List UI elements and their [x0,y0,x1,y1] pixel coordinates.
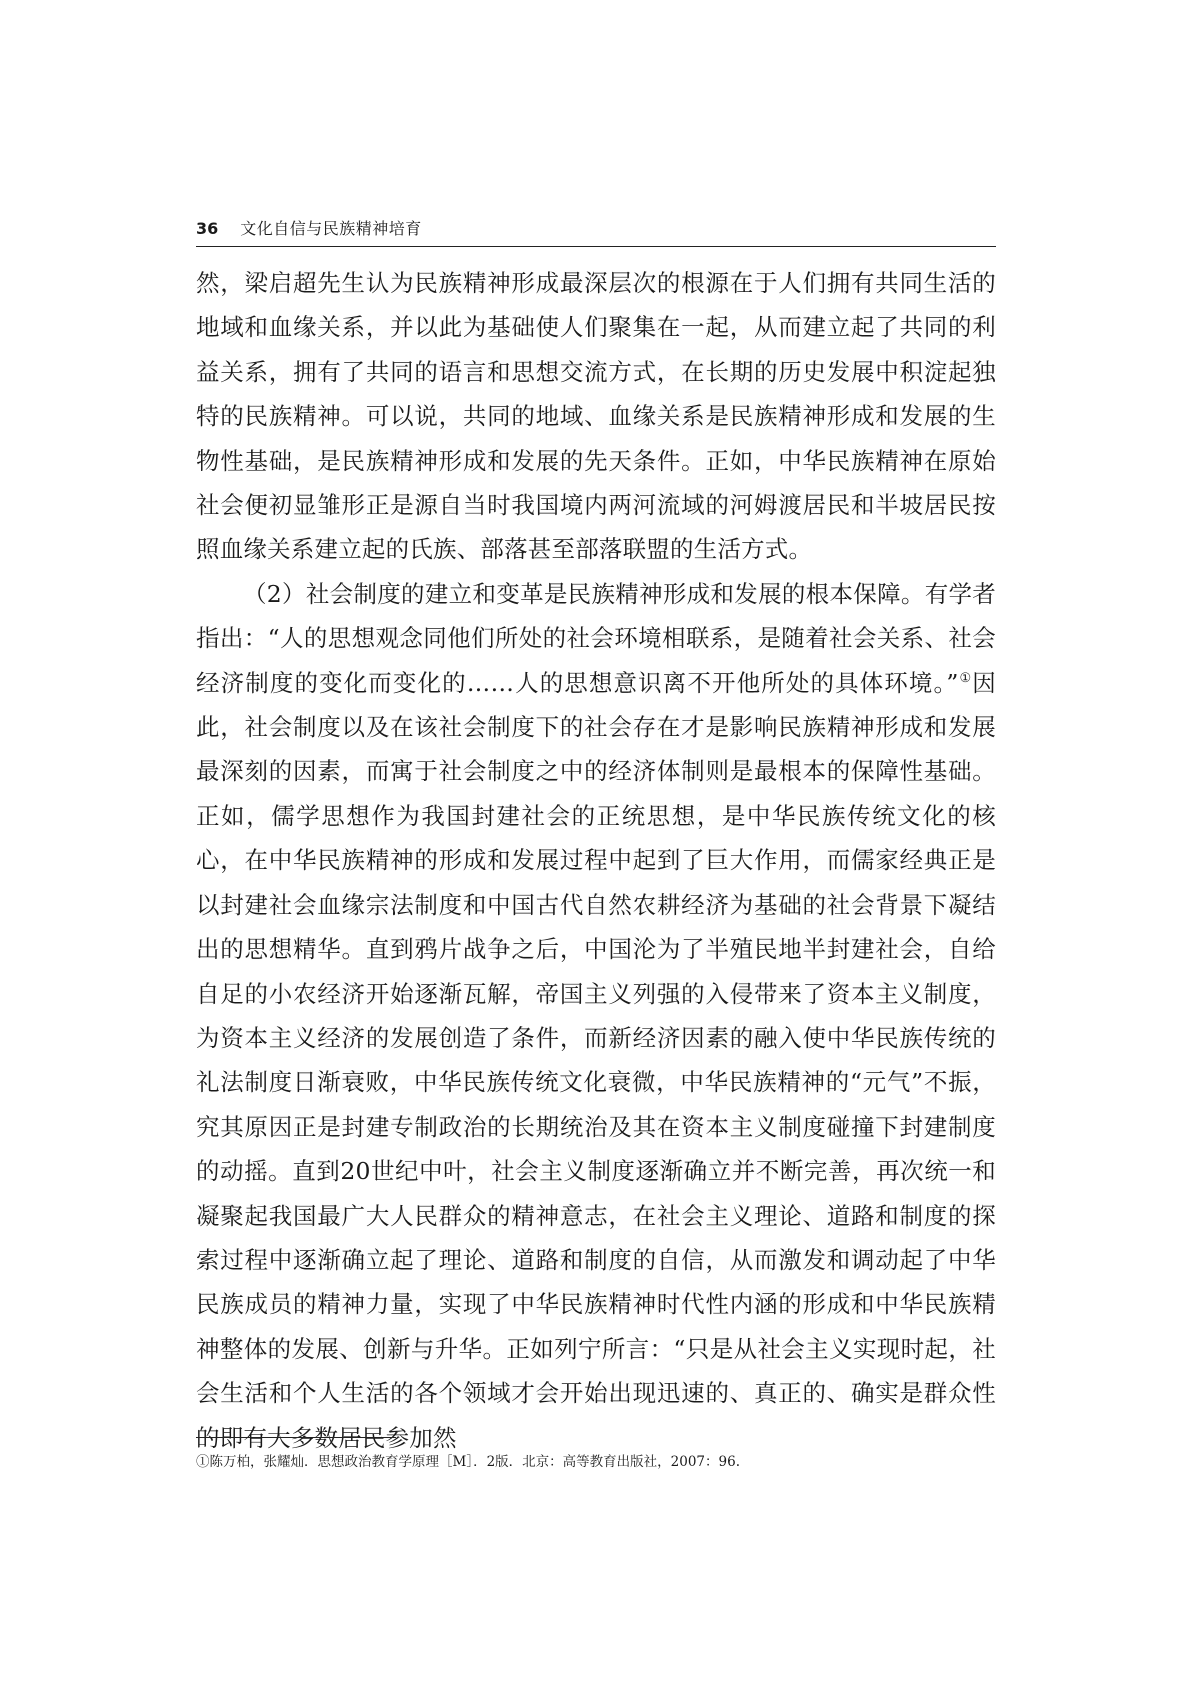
footnote-divider [196,1437,396,1438]
book-title: 文化自信与民族精神培育 [240,219,422,238]
footnote: ①陈万柏，张耀灿．思想政治教育学原理［M］．2版．北京：高等教育出版社，2007：96. [196,1454,740,1470]
body-text [196,261,996,1460]
page-number: 36 [196,219,219,238]
paragraph-2 [196,572,996,1460]
running-header [196,216,996,247]
paragraph-2-text-before-note: （2）社会制度的建立和变革是民族精神形成和发展的根本保障。有学者指出：“人的思想观念同他们所处的社会环境相联系，是随着社会关系、社会经济制度的变化而变化的……人的思想意识离不开他所处的具体环境。” [196,579,996,697]
paragraph-1-text: 然，梁启超先生认为民族精神形成最深层次的根源在于人们拥有共同生活的地域和血缘关系，并以此为基础使人们聚集在一起，从而建立起了共同的利益关系，拥有了共同的语言和思想交流方式，在长期的历史发展中积淀起独特的民族精神。可以说，共同的地域、血缘关系是民族精神形成和发展的生物性基础，是民族精神形成和发展的先天条件。正如，中华民族精神在原始社会便初显雏形正是源自当时我国境内两河流域的河姆渡居民和半坡居民按照血缘关系建立起的氏族、部落甚至部落联盟的生活方式。 [196,269,996,564]
footnote-reference-marker[interactable]: ① [958,670,973,686]
page-content [196,216,996,1460]
paragraph-1 [196,261,996,572]
paragraph-2-text-after-note: 因此，社会制度以及在该社会制度下的社会存在才是影响民族精神形成和发展最深刻的因素，而寓于社会制度之中的经济体制则是最根本的保障性基础。正如，儒学思想作为我国封建社会的正统思想，是中华民族传统文化的核心，在中华民族精神的形成和发展过程中起到了巨大作用，而儒家经典正是以封建社会血缘宗法制度和中国古代自然农耕经济为基础的社会背景下凝结出的思想精华。直到鸦片战争之后，中国沦为了半殖民地半封建社会，自给自足的小农经济开始逐渐瓦解，帝国主义列强的入侵带来了资本主义制度，为资本主义经济的发展创造了条件，而新经济因素的融入使中华民族传统的礼法制度日渐衰败，中华民族传统文化衰微，中华民族精神的“元气”不振，究其原因正是封建专制政治的长期统治及其在资本主义制度碰撞下封建制度的动摇。直到20世纪中叶，社会主义制度逐渐确立并不断完善，再次统一和凝聚起我国最广大人民群众的精神意志，在社会主义理论、道路和制度的探索过程中逐渐确立起了理论、道路和制度的自信，从而激发和调动起了中华民族成员的精神力量，实现了中华民族精神时代性内涵的形成和中华民族精神整体的发展、创新与升华。正如列宁所言：“只是从社会主义实现时起，社会生活和个人生活的各个领域才会开始出现迅速的、真正的、确实是群众性的即有大多数居民参加然 [196,668,996,1452]
